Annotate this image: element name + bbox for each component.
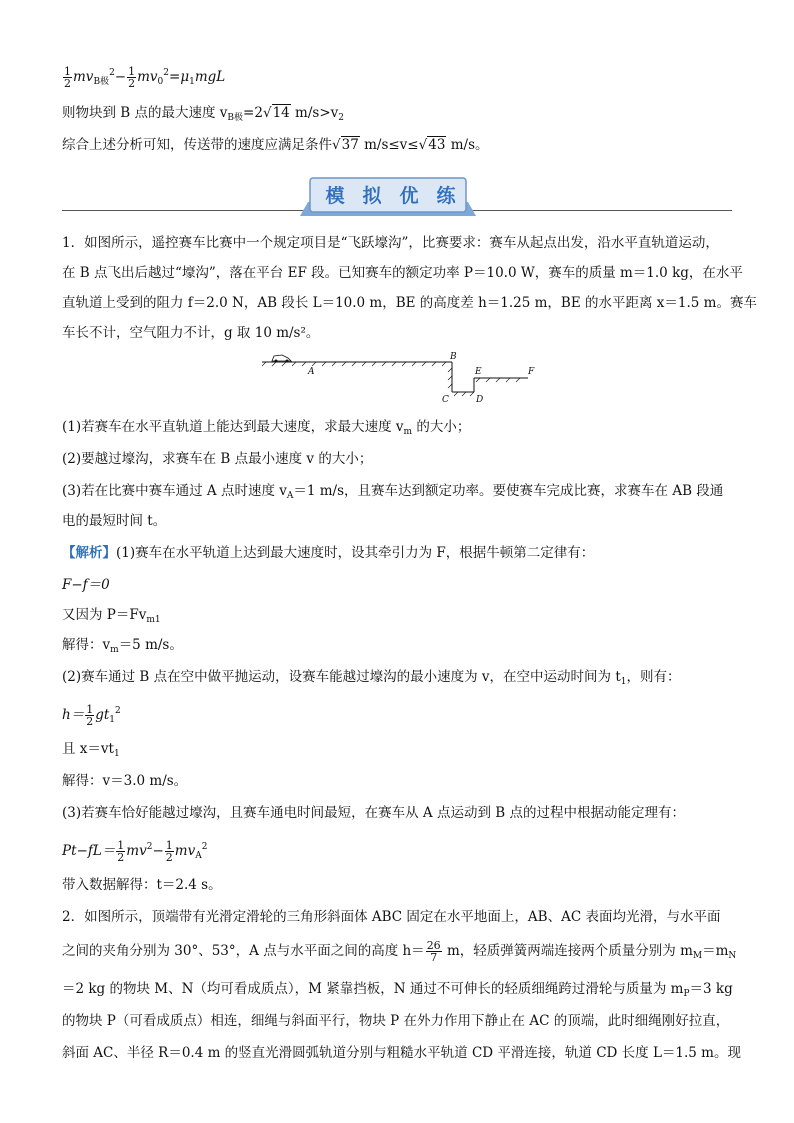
superscript: 2 (201, 842, 208, 852)
fraction (127, 66, 136, 89)
question-2-line (62, 980, 733, 1003)
banner-char: 优 (399, 185, 419, 207)
subscript: B极 (93, 77, 110, 87)
term: mgL (194, 69, 226, 85)
sub-question-3 (62, 482, 723, 505)
sub-question-1 (62, 418, 470, 441)
subscript: 1 (620, 677, 627, 687)
text: F−f＝0 (62, 577, 110, 593)
text: ＝3 kg (689, 981, 733, 997)
label-d: D (476, 395, 484, 405)
text: Pt−fL＝ (62, 843, 116, 859)
text: ，则有： (626, 669, 681, 685)
numerator: 1 (165, 839, 173, 852)
analysis-line (62, 668, 681, 691)
subscript: m1 (146, 615, 161, 625)
text: 且 x＝vt (62, 741, 114, 757)
subscript: A (195, 851, 202, 861)
analysis-line (62, 772, 187, 790)
text-line: 则物块到 B 点的最大速度 $v_{B极}=2√14$ $m/s>v_2$ (62, 105, 344, 123)
term: mv (174, 843, 196, 859)
question-1-line (62, 324, 319, 342)
text: ＝1 m/s，且赛车达到额定功率。要使赛车完成比赛，求赛车在 AB 段通 (293, 483, 724, 499)
text: ＝2 kg 的物块 M、N（均可看成质点），M 紧靠挡板，N 通过不可伸长的轻质细绳跨过滑轮与质量为 m (62, 981, 684, 997)
text: h＝ (62, 707, 85, 723)
text: 的物块 P（可看成质点）相连，细绳与斜面平行，物块 P 在外力作用下静止在 AC 的顶端，此时细绳刚好拉直， (62, 1013, 730, 1029)
text: (1)赛车在水平轨道上达到最大速度时，设其牵引力为 F，根据牛顿第二定律有： (116, 545, 595, 561)
equation (62, 702, 121, 729)
sqrt-radicand: 37 (341, 137, 359, 153)
subscript: M (692, 951, 703, 961)
text: m/s。 (446, 137, 489, 153)
denominator: 2 (64, 77, 71, 90)
numerator: 1 (64, 65, 71, 78)
analysis-line (62, 740, 120, 763)
text: 车长不计，空气阻力不计，g 取 10 m/s²。 (62, 325, 320, 341)
subscript: A (286, 491, 294, 501)
label-f: F (528, 367, 535, 377)
banner-char: 模 (325, 185, 345, 207)
question-1-line (62, 234, 719, 252)
text: 则物块到 B 点的最大速度 v (62, 105, 228, 121)
analysis-line (62, 606, 161, 629)
text: m，轻质弹簧两端连接两个质量分别为 m (442, 943, 693, 959)
question-1-line (62, 264, 743, 282)
term: mv (73, 69, 94, 85)
sub-question-3-cont (62, 512, 166, 530)
term: =μ (169, 69, 190, 85)
superscript: 2 (115, 706, 121, 716)
equation (62, 576, 110, 594)
race-track-figure (258, 350, 548, 408)
question-2-line (62, 908, 720, 926)
text: 1．如图所示，遥控赛车比赛中一个规定项目是“飞跃壕沟”，比赛要求：赛车从起点出发，沿水平直轨道运动， (62, 235, 719, 251)
text: ＝5 m/s。 (118, 637, 183, 653)
fraction (63, 66, 72, 89)
label-c: C (442, 395, 449, 405)
fraction (426, 940, 442, 963)
superscript: 2 (146, 842, 153, 852)
analysis-tag: 【解析】 (62, 545, 116, 561)
label-a: A (308, 367, 315, 377)
label-b: B (450, 352, 457, 362)
banner-char: 拟 (362, 185, 382, 207)
numerator: 1 (86, 703, 94, 716)
text: 电的最短时间 t。 (62, 513, 167, 529)
banner-char: 练 (436, 185, 456, 207)
term: mv (126, 843, 147, 859)
sqrt-radicand: 14 (272, 105, 290, 121)
race-car-icon (272, 355, 291, 363)
fraction (85, 704, 94, 727)
text: m/s>v (290, 105, 339, 121)
operator: − (114, 69, 127, 85)
analysis-line (62, 876, 222, 894)
text: 直轨道上受到的阻力 f＝2.0 N，AB 段长 L＝10.0 m，BE 的高度差 h＝1.25 m，BE 的水平距离 x＝1.5 m。赛车 (62, 295, 757, 311)
subscript: m (110, 645, 119, 655)
question-2-line (62, 1044, 741, 1062)
fraction (165, 840, 174, 863)
superscript: 2 (163, 68, 170, 78)
subscript: 0 (157, 77, 164, 87)
equation (62, 838, 207, 865)
text: m/s≤v≤ (359, 137, 419, 153)
text: 解得：v＝3.0 m/s。 (62, 773, 188, 789)
subscript: 1 (189, 77, 195, 87)
subscript: P (683, 989, 690, 999)
denominator: 7 (430, 951, 438, 964)
text: 综合上述分析可知，传送带的速度应满足条件 (62, 137, 332, 153)
text: (1)若赛车在水平直轨道上能达到最大速度，求最大速度 v (62, 419, 404, 435)
text: 带入数据解得：t＝2.4 s。 (62, 877, 222, 893)
subscript: 2 (338, 113, 344, 123)
subscript: 1 (109, 715, 116, 725)
equation-energy (62, 64, 225, 91)
fraction (116, 840, 125, 863)
text: (3)若赛车恰好能越过壕沟，且赛车通电时间最短，在赛车从 A 点运动到 B 点的过程中根据动能定理有： (62, 805, 685, 821)
text: 在 B 点飞出后越过“壕沟”，落在平台 EF 段。已知赛车的额定功率 P＝10.0 W，赛车的质量 m＝1.0 kg，在水平 (62, 265, 743, 281)
subscript: m (403, 427, 413, 437)
sqrt-radicand: 43 (428, 137, 446, 153)
numerator: 26 (426, 939, 441, 952)
question-1-line (62, 294, 757, 312)
analysis-line (62, 636, 183, 659)
text: 之间的夹角分别为 30°、53°，A 点与水平面之间的高度 h＝ (62, 943, 425, 959)
label-e: E (475, 367, 482, 377)
denominator: 2 (128, 77, 136, 90)
superscript: 2 (109, 68, 115, 78)
question-2-line (62, 940, 736, 965)
denominator: 2 (165, 851, 173, 864)
text: 解得：v (62, 637, 111, 653)
section-banner-simulation-practice (296, 172, 480, 220)
operator: − (152, 843, 164, 859)
text: (2)要越过壕沟，求赛车在 B 点最小速度 v 的大小； (62, 451, 373, 467)
numerator: 1 (128, 65, 136, 78)
text: 斜面 AC、半径 R＝0.4 m 的竖直光滑圆弧轨道分别与粗糙水平轨道 CD 平滑连接，轨道 CD 长度 L＝1.5 m。现 (62, 1045, 741, 1061)
numerator: 1 (117, 839, 125, 852)
term: mv (137, 69, 158, 85)
text-line: 综合上述分析可知，传送带的速度应满足条件√37 m/s≤v≤√43 m/s。 (62, 137, 489, 153)
text: (2)赛车通过 B 点在空中做平抛运动，设赛车能越过壕沟的最小速度为 v，在空中运动时间为 t (62, 669, 621, 685)
term: gt (95, 707, 110, 723)
text: 的大小； (412, 419, 471, 435)
subscript: 1 (113, 749, 120, 759)
sub-question-2 (62, 450, 372, 468)
text: =2 (243, 105, 263, 121)
denominator: 2 (86, 715, 94, 728)
text: (3)若在比赛中赛车通过 A 点时速度 v (62, 483, 287, 499)
text: 2．如图所示，顶端带有光滑定滑轮的三角形斜面体 ABC 固定在水平地面上，AB、AC 表面均光滑，与水平面 (62, 909, 721, 925)
subscript: B极 (227, 113, 244, 123)
analysis-line (62, 804, 685, 822)
denominator: 2 (117, 851, 125, 864)
question-2-line (62, 1012, 729, 1030)
text: ＝m (702, 943, 729, 959)
analysis-line (62, 544, 594, 562)
subscript: N (728, 951, 737, 961)
text: 又因为 P＝Fv (62, 607, 147, 623)
